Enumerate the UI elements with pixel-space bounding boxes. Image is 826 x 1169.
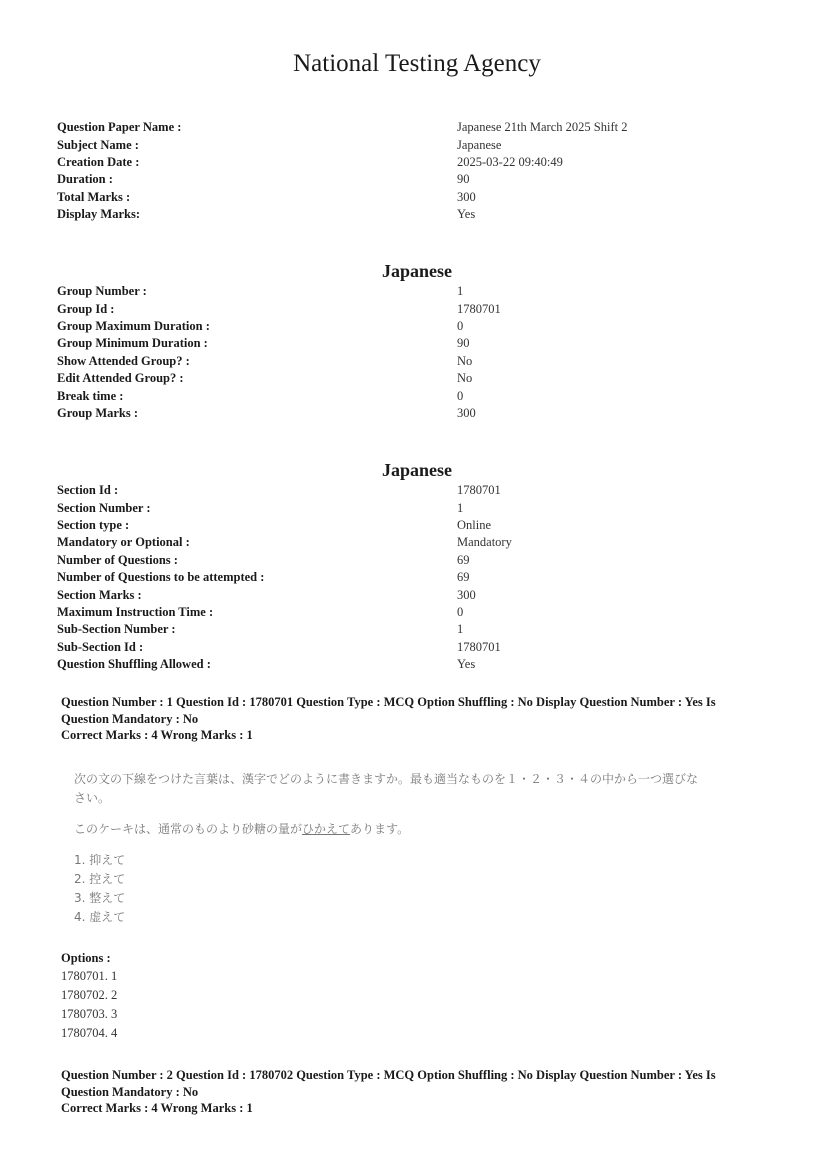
group-field-label: Group Minimum Duration : [57, 336, 208, 351]
paper-row [57, 154, 777, 171]
section-field-label: Number of Questions : [57, 552, 178, 567]
section-row [57, 517, 777, 534]
paper-field-value: 2025-03-22 09:40:49 [457, 154, 563, 169]
page-title: National Testing Agency [293, 50, 541, 77]
section-row [57, 482, 777, 499]
paper-field-value: Japanese [457, 137, 502, 152]
group-row [57, 387, 777, 404]
group-field-label: Group Id : [57, 301, 115, 316]
section-field-value: 69 [457, 552, 470, 567]
section-field-value: 300 [457, 587, 476, 602]
group-info-table [57, 283, 777, 422]
paper-field-label: Creation Date : [57, 154, 140, 169]
paper-info-table [57, 119, 777, 223]
group-row [57, 353, 777, 370]
section-field-value: 69 [457, 570, 470, 585]
section-field-value: Yes [457, 657, 476, 672]
question-1-choices [74, 851, 744, 927]
group-row [57, 318, 777, 335]
question-1-meta-line2: Question Mandatory : No [61, 711, 199, 726]
paper-field-label: Question Paper Name : [57, 120, 182, 135]
question-1-sentence [74, 820, 744, 839]
question-1-instruction-line1: 次の文の下線をつけた言葉は、漢字でどのように書きますか。最も適当なものを１・２・３・４の中から一つ選びな [74, 772, 699, 786]
paper-field-value: 300 [457, 189, 476, 204]
options-label: Options : [61, 951, 111, 965]
paper-field-value: Japanese 21th March 2025 Shift 2 [457, 120, 628, 135]
paper-field-label: Duration : [57, 172, 113, 187]
group-field-value: No [457, 371, 473, 386]
question-2-header [61, 1067, 741, 1117]
paper-row [57, 136, 777, 153]
section-row [57, 604, 777, 621]
paper-field-value: 90 [457, 172, 470, 187]
group-field-label: Edit Attended Group? : [57, 371, 184, 386]
paper-row [57, 119, 777, 136]
group-field-value: No [457, 353, 473, 368]
group-field-value: 0 [457, 318, 464, 333]
paper-row [57, 171, 777, 188]
section-field-value: 0 [457, 604, 464, 619]
group-field-label: Group Marks : [57, 405, 139, 420]
section-row [57, 639, 777, 656]
choice-item: 1. 抑えて [74, 853, 126, 867]
section-row [57, 656, 777, 673]
group-field-label: Show Attended Group? : [57, 353, 190, 368]
group-field-value: 90 [457, 336, 470, 351]
question-2-meta-line2: Question Mandatory : No [61, 1084, 199, 1099]
question-1-marks: Correct Marks : 4 Wrong Marks : 1 [61, 728, 253, 742]
group-title: Japanese [381, 261, 452, 281]
section-field-label: Mandatory or Optional : [57, 535, 190, 550]
sentence-post: あります。 [350, 822, 410, 836]
paper-field-value: Yes [457, 207, 476, 222]
choice-item: 3. 整えて [74, 891, 126, 905]
group-field-label: Group Maximum Duration : [57, 318, 210, 333]
question-1-header [61, 694, 741, 744]
section-row [57, 586, 777, 603]
choice-item: 2. 控えて [74, 872, 126, 886]
option-item: 1780704. 4 [61, 1026, 118, 1040]
group-field-label: Break time : [57, 388, 124, 403]
section-field-value: 1 [457, 500, 464, 515]
option-item: 1780703. 3 [61, 1007, 118, 1021]
group-row [57, 283, 777, 300]
section-field-label: Sub-Section Number : [57, 622, 176, 637]
section-field-value: Online [457, 517, 492, 532]
choice-item: 4. 虚えて [74, 910, 126, 924]
paper-field-label: Subject Name : [57, 137, 139, 152]
group-field-label: Group Number : [57, 284, 147, 299]
option-item: 1780701. 1 [61, 969, 118, 983]
section-row [57, 569, 777, 586]
section-row [57, 499, 777, 516]
question-1-options [61, 951, 117, 1045]
section-field-value: 1 [457, 622, 464, 637]
group-field-value: 1 [457, 284, 464, 299]
paper-row [57, 189, 777, 206]
section-row [57, 621, 777, 638]
section-field-value: 1780701 [457, 483, 501, 498]
section-field-label: Sub-Section Id : [57, 639, 144, 654]
question-1-meta-line1: Question Number : 1 Question Id : 1780701 Question Type : MCQ Option Shuffling : No Display Question Number : Yes Is [61, 695, 716, 709]
group-row [57, 300, 777, 317]
section-field-label: Section Marks : [57, 587, 142, 602]
question-2-marks: Correct Marks : 4 Wrong Marks : 1 [61, 1101, 253, 1115]
section-field-label: Number of Questions to be attempted : [57, 570, 265, 585]
section-field-label: Maximum Instruction Time : [57, 604, 214, 619]
section-field-label: Section Number : [57, 500, 151, 515]
paper-field-label: Display Marks: [57, 207, 140, 222]
sentence-pre: このケーキは、通常のものより砂糖の量が [74, 822, 303, 836]
group-field-value: 300 [457, 405, 476, 420]
group-field-value: 0 [457, 388, 464, 403]
section-title: Japanese [381, 460, 452, 480]
group-row [57, 335, 777, 352]
section-row [57, 534, 777, 551]
question-1-body [74, 770, 744, 927]
section-field-label: Question Shuffling Allowed : [57, 657, 211, 672]
paper-field-label: Total Marks : [57, 189, 131, 204]
question-1-instruction-line2: さい。 [74, 791, 111, 805]
section-field-label: Section type : [57, 517, 130, 532]
underlined-word: ひかえて [302, 822, 351, 836]
option-item: 1780702. 2 [61, 988, 118, 1002]
section-info-table [57, 482, 777, 673]
group-field-value: 1780701 [457, 301, 501, 316]
section-field-value: 1780701 [457, 639, 501, 654]
group-row [57, 405, 777, 422]
paper-row [57, 206, 777, 223]
section-field-label: Section Id : [57, 483, 119, 498]
section-field-value: Mandatory [457, 535, 512, 550]
question-2-meta-line1: Question Number : 2 Question Id : 1780702 Question Type : MCQ Option Shuffling : No Display Question Number : Yes Is [61, 1068, 716, 1082]
section-row [57, 552, 777, 569]
group-row [57, 370, 777, 387]
